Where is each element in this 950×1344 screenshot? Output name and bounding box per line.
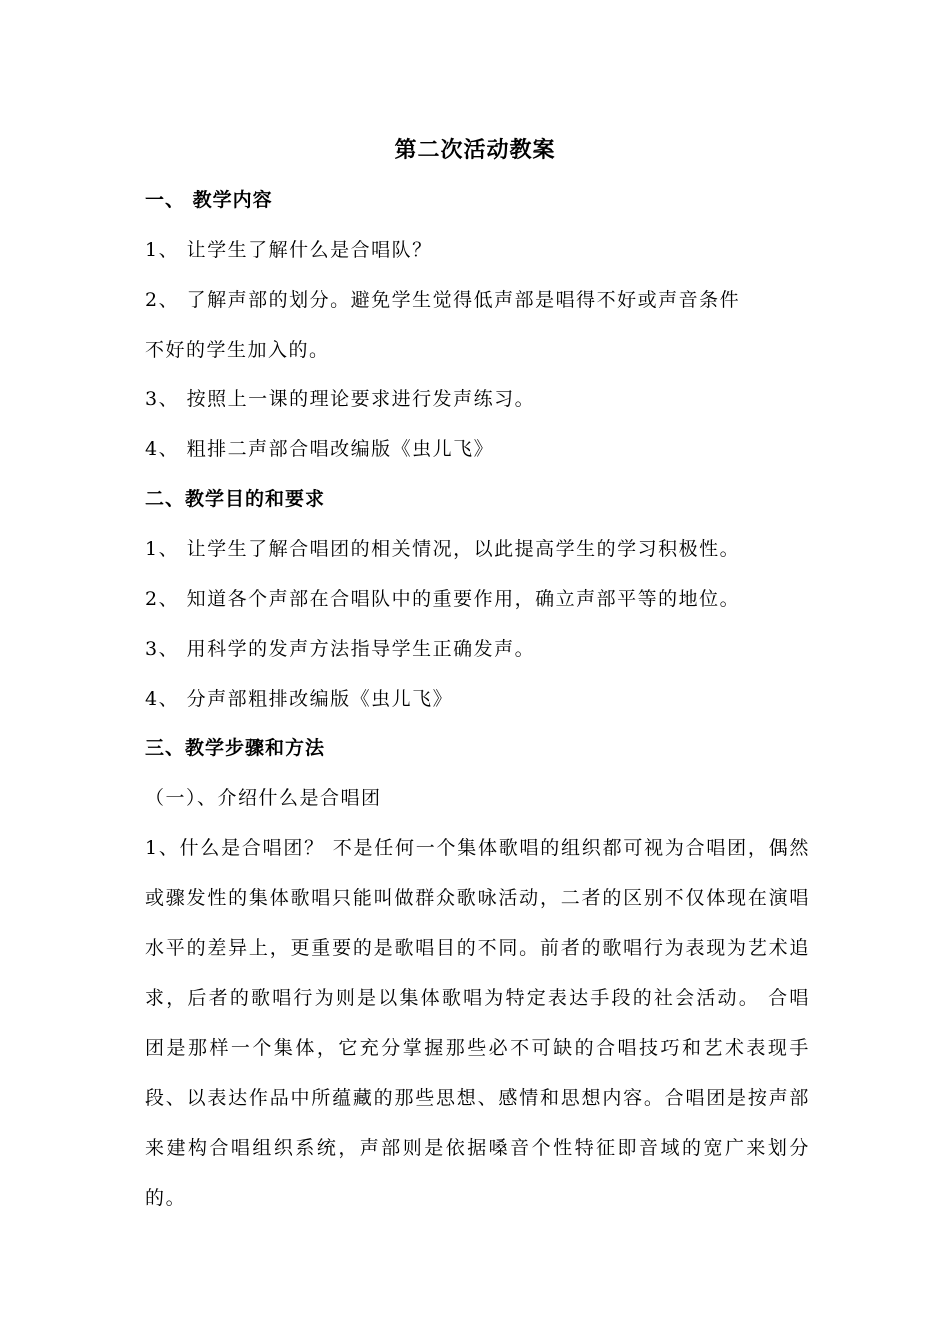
list-item: 4、 粗排二声部合唱改编版《虫儿飞》 (145, 438, 495, 460)
list-item: 2、 了解声部的划分。避免学生觉得低声部是唱得不好或声音条件 (145, 289, 741, 311)
subsection-heading: （一）、介绍什么是合唱团 (145, 787, 382, 809)
section-heading-teaching-content: 一、 教学内容 (145, 189, 273, 211)
list-item: 2、 知道各个声部在合唱队中的重要作用，确立声部平等的地位。 (145, 588, 741, 610)
document-title: 第二次活动教案 (394, 137, 556, 163)
list-item: 1、 让学生了解合唱团的相关情况，以此提高学生的学习积极性。 (145, 538, 741, 560)
section-heading-goals: 二、教学目的和要求 (145, 488, 326, 510)
list-item: 3、 按照上一课的理论要求进行发声练习。 (145, 388, 536, 410)
section-heading-steps: 三、教学步骤和方法 (145, 737, 326, 759)
list-item: 4、 分声部粗排改编版《虫儿飞》 (145, 688, 454, 710)
list-item: 1、 让学生了解什么是合唱队？ (145, 239, 433, 261)
list-item: 3、 用科学的发声方法指导学生正确发声。 (145, 638, 536, 660)
body-paragraph: 1、什么是合唱团？ 不是任何一个集体歌唱的组织都可视为合唱团，偶然或骤发性的集体歌唱只能叫做群众歌咏活动，二者的区别不仅体现在演唱水平的差异上，更重要的是歌唱目的不同。前者的歌唱行为表现为艺术追求，后者的歌唱行为则是以集体歌唱为特定表达手段的社会活动。 合唱团是那样一个集体，它充分掌握那些必不可缺的合唱技巧和艺术表现手段、以表达作品中所蕴藏的那些思想、感情和思想内容。合唱团是按声部来建构合唱组织系统，声部则是依据嗓音个性特征即音域的宽广来划分的。 (145, 837, 810, 1209)
list-item-continuation: 不好的学生加入的。 (145, 339, 330, 361)
